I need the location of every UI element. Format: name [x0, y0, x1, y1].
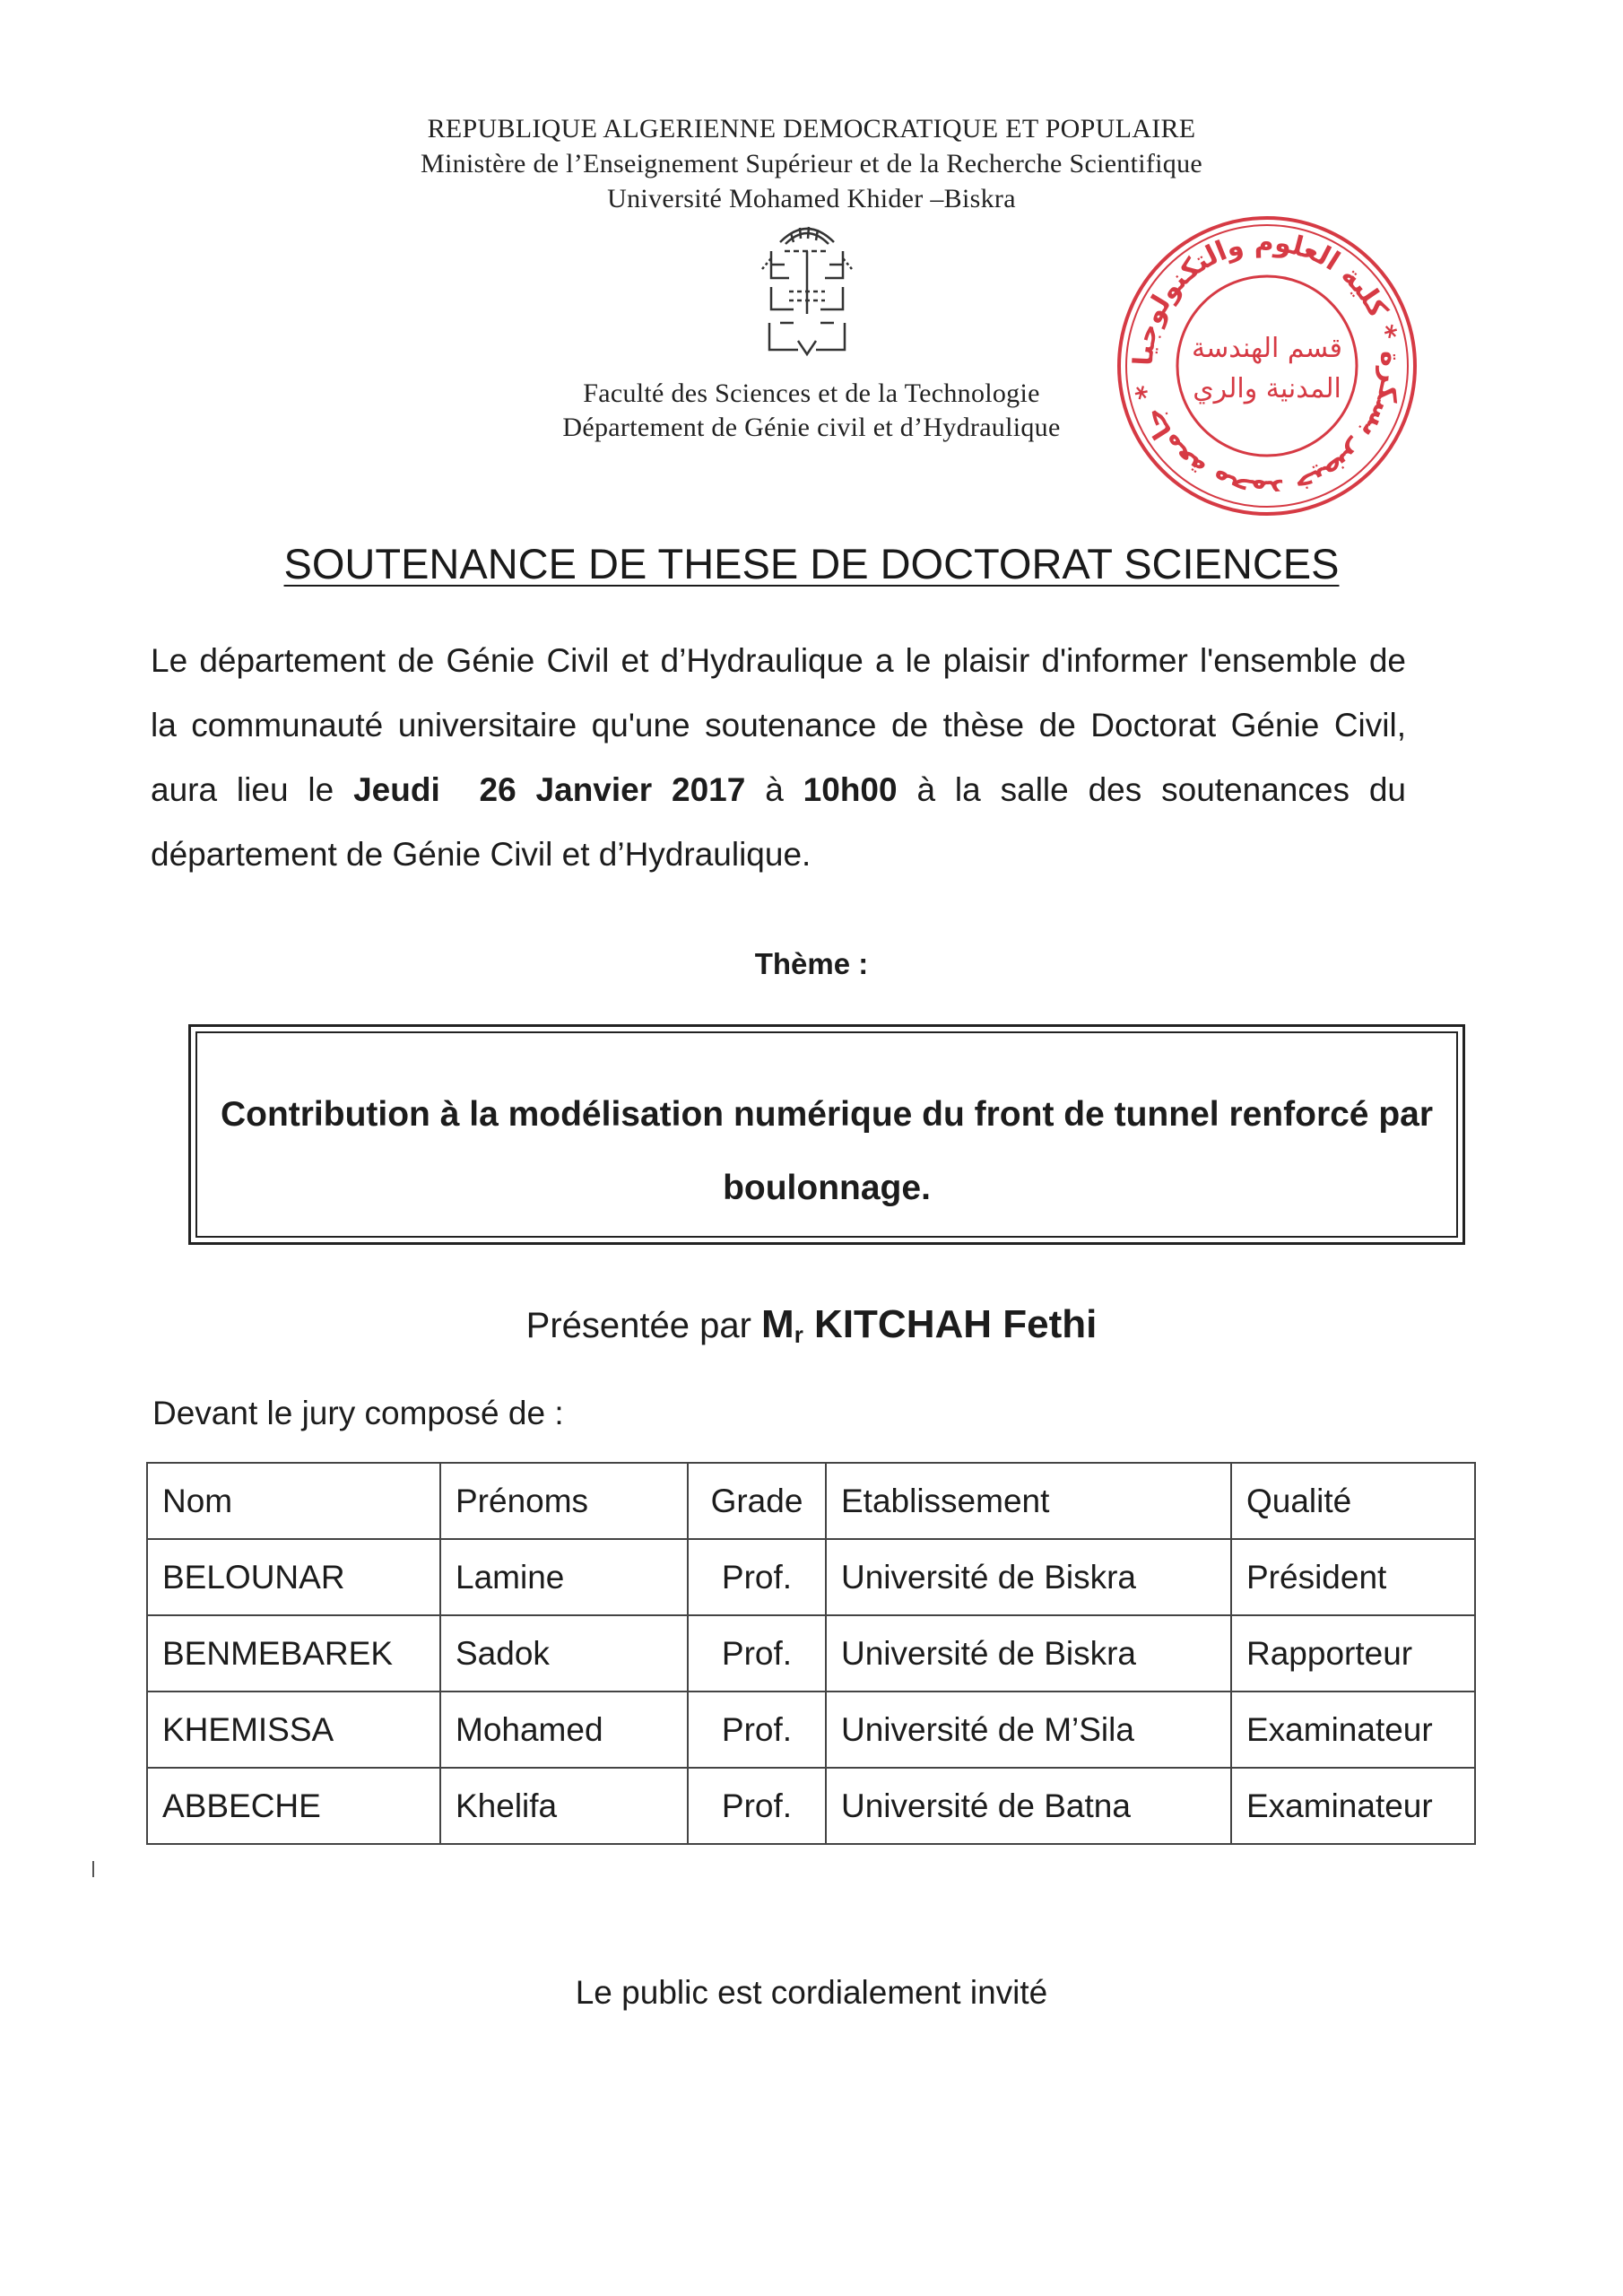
- seal-inner-line1: قسم الهندسة: [1192, 333, 1342, 364]
- seal-outer-text: جامعة محمد خيضر بسكرة * كلية العلوم والتكنولوجيا *: [1127, 226, 1407, 506]
- header-etablissement: Etablissement: [826, 1463, 1231, 1539]
- announcement-time: 10h00: [803, 771, 898, 808]
- header-qualite: Qualité: [1231, 1463, 1475, 1539]
- announcement-date: 26 Janvier 2017: [479, 771, 746, 808]
- announcement-day: Jeudi: [353, 771, 440, 808]
- jury-intro: Devant le jury composé de :: [152, 1395, 564, 1431]
- cell-nom: KHEMISSA: [147, 1692, 440, 1768]
- header-department: Département de Génie civil et d’Hydraulique: [562, 413, 1061, 442]
- presenter-title: M: [761, 1302, 794, 1346]
- header-nom: Nom: [147, 1463, 440, 1539]
- cell-qualite: Rapporteur: [1231, 1615, 1475, 1692]
- svg-text:جامعة محمد خيضر بسكرة * كلية ا: [1128, 227, 1407, 506]
- scan-speck: [92, 1861, 94, 1877]
- table-row: [147, 1692, 1475, 1768]
- header-ministry: Ministère de l’Enseignement Supérieur et de la Recherche Scientifique: [420, 149, 1203, 178]
- cell-grade: Prof.: [688, 1539, 826, 1615]
- cell-prenom: Lamine: [440, 1539, 688, 1615]
- page-title: SOUTENANCE DE THESE DE DOCTORAT SCIENCES: [283, 540, 1340, 587]
- cell-qualite: Examinateur: [1231, 1692, 1475, 1768]
- table-row: [147, 1768, 1475, 1844]
- presenter-title-suffix: r: [794, 1321, 803, 1348]
- cell-prenom: Mohamed: [440, 1692, 688, 1768]
- theme-label: Thème :: [754, 947, 869, 980]
- announcement-tail: à la salle des soutenances du département de Génie Civil et d’Hydraulique.: [151, 771, 1406, 873]
- official-stamp-seal: [1110, 209, 1424, 523]
- cell-etablissement: Université de Biskra: [826, 1615, 1231, 1692]
- cell-etablissement: Université de Biskra: [826, 1539, 1231, 1615]
- cell-nom: BENMEBAREK: [147, 1615, 440, 1692]
- header-republic: REPUBLIQUE ALGERIENNE DEMOCRATIQUE ET POPULAIRE: [427, 114, 1196, 144]
- cell-nom: ABBECHE: [147, 1768, 440, 1844]
- cell-prenom: Khelifa: [440, 1768, 688, 1844]
- cell-etablissement: Université de Batna: [826, 1768, 1231, 1844]
- university-logo-icon: [744, 215, 870, 368]
- presenter-prefix: Présentée par: [525, 1306, 762, 1345]
- header-grade: Grade: [688, 1463, 826, 1539]
- cell-grade: Prof.: [688, 1692, 826, 1768]
- presenter-line: [0, 1302, 1623, 1349]
- cell-nom: BELOUNAR: [147, 1539, 440, 1615]
- seal-inner-line2: المدنية والري: [1193, 373, 1341, 404]
- theme-box: [188, 1024, 1465, 1245]
- table-row: [147, 1615, 1475, 1692]
- announcement-paragraph: [151, 629, 1406, 887]
- cell-etablissement: Université de M’Sila: [826, 1692, 1231, 1768]
- jury-table: [146, 1462, 1476, 1845]
- table-header-row: [147, 1463, 1475, 1539]
- announcement-lead: Le département de Génie Civil et d’Hydraulique a le plaisir d'informer l'ensemble de la communauté universitaire qu'une soutenance de thèse de Doctorat Génie Civil, aura lieu le: [151, 642, 1406, 808]
- cell-prenom: Sadok: [440, 1615, 688, 1692]
- closing-invitation: Le public est cordialement invité: [575, 1974, 1048, 2011]
- cell-grade: Prof.: [688, 1768, 826, 1844]
- cell-qualite: Examinateur: [1231, 1768, 1475, 1844]
- announcement-at: à: [745, 771, 803, 808]
- header-prenoms: Prénoms: [440, 1463, 688, 1539]
- cell-qualite: Président: [1231, 1539, 1475, 1615]
- theme-text: Contribution à la modélisation numérique du front de tunnel renforcé par boulonnage.: [220, 1095, 1434, 1207]
- header-university: Université Mohamed Khider –Biskra: [607, 184, 1016, 213]
- cell-grade: Prof.: [688, 1615, 826, 1692]
- presenter-name: KITCHAH Fethi: [814, 1302, 1098, 1346]
- header-faculty: Faculté des Sciences et de la Technologie: [583, 378, 1040, 408]
- table-row: [147, 1539, 1475, 1615]
